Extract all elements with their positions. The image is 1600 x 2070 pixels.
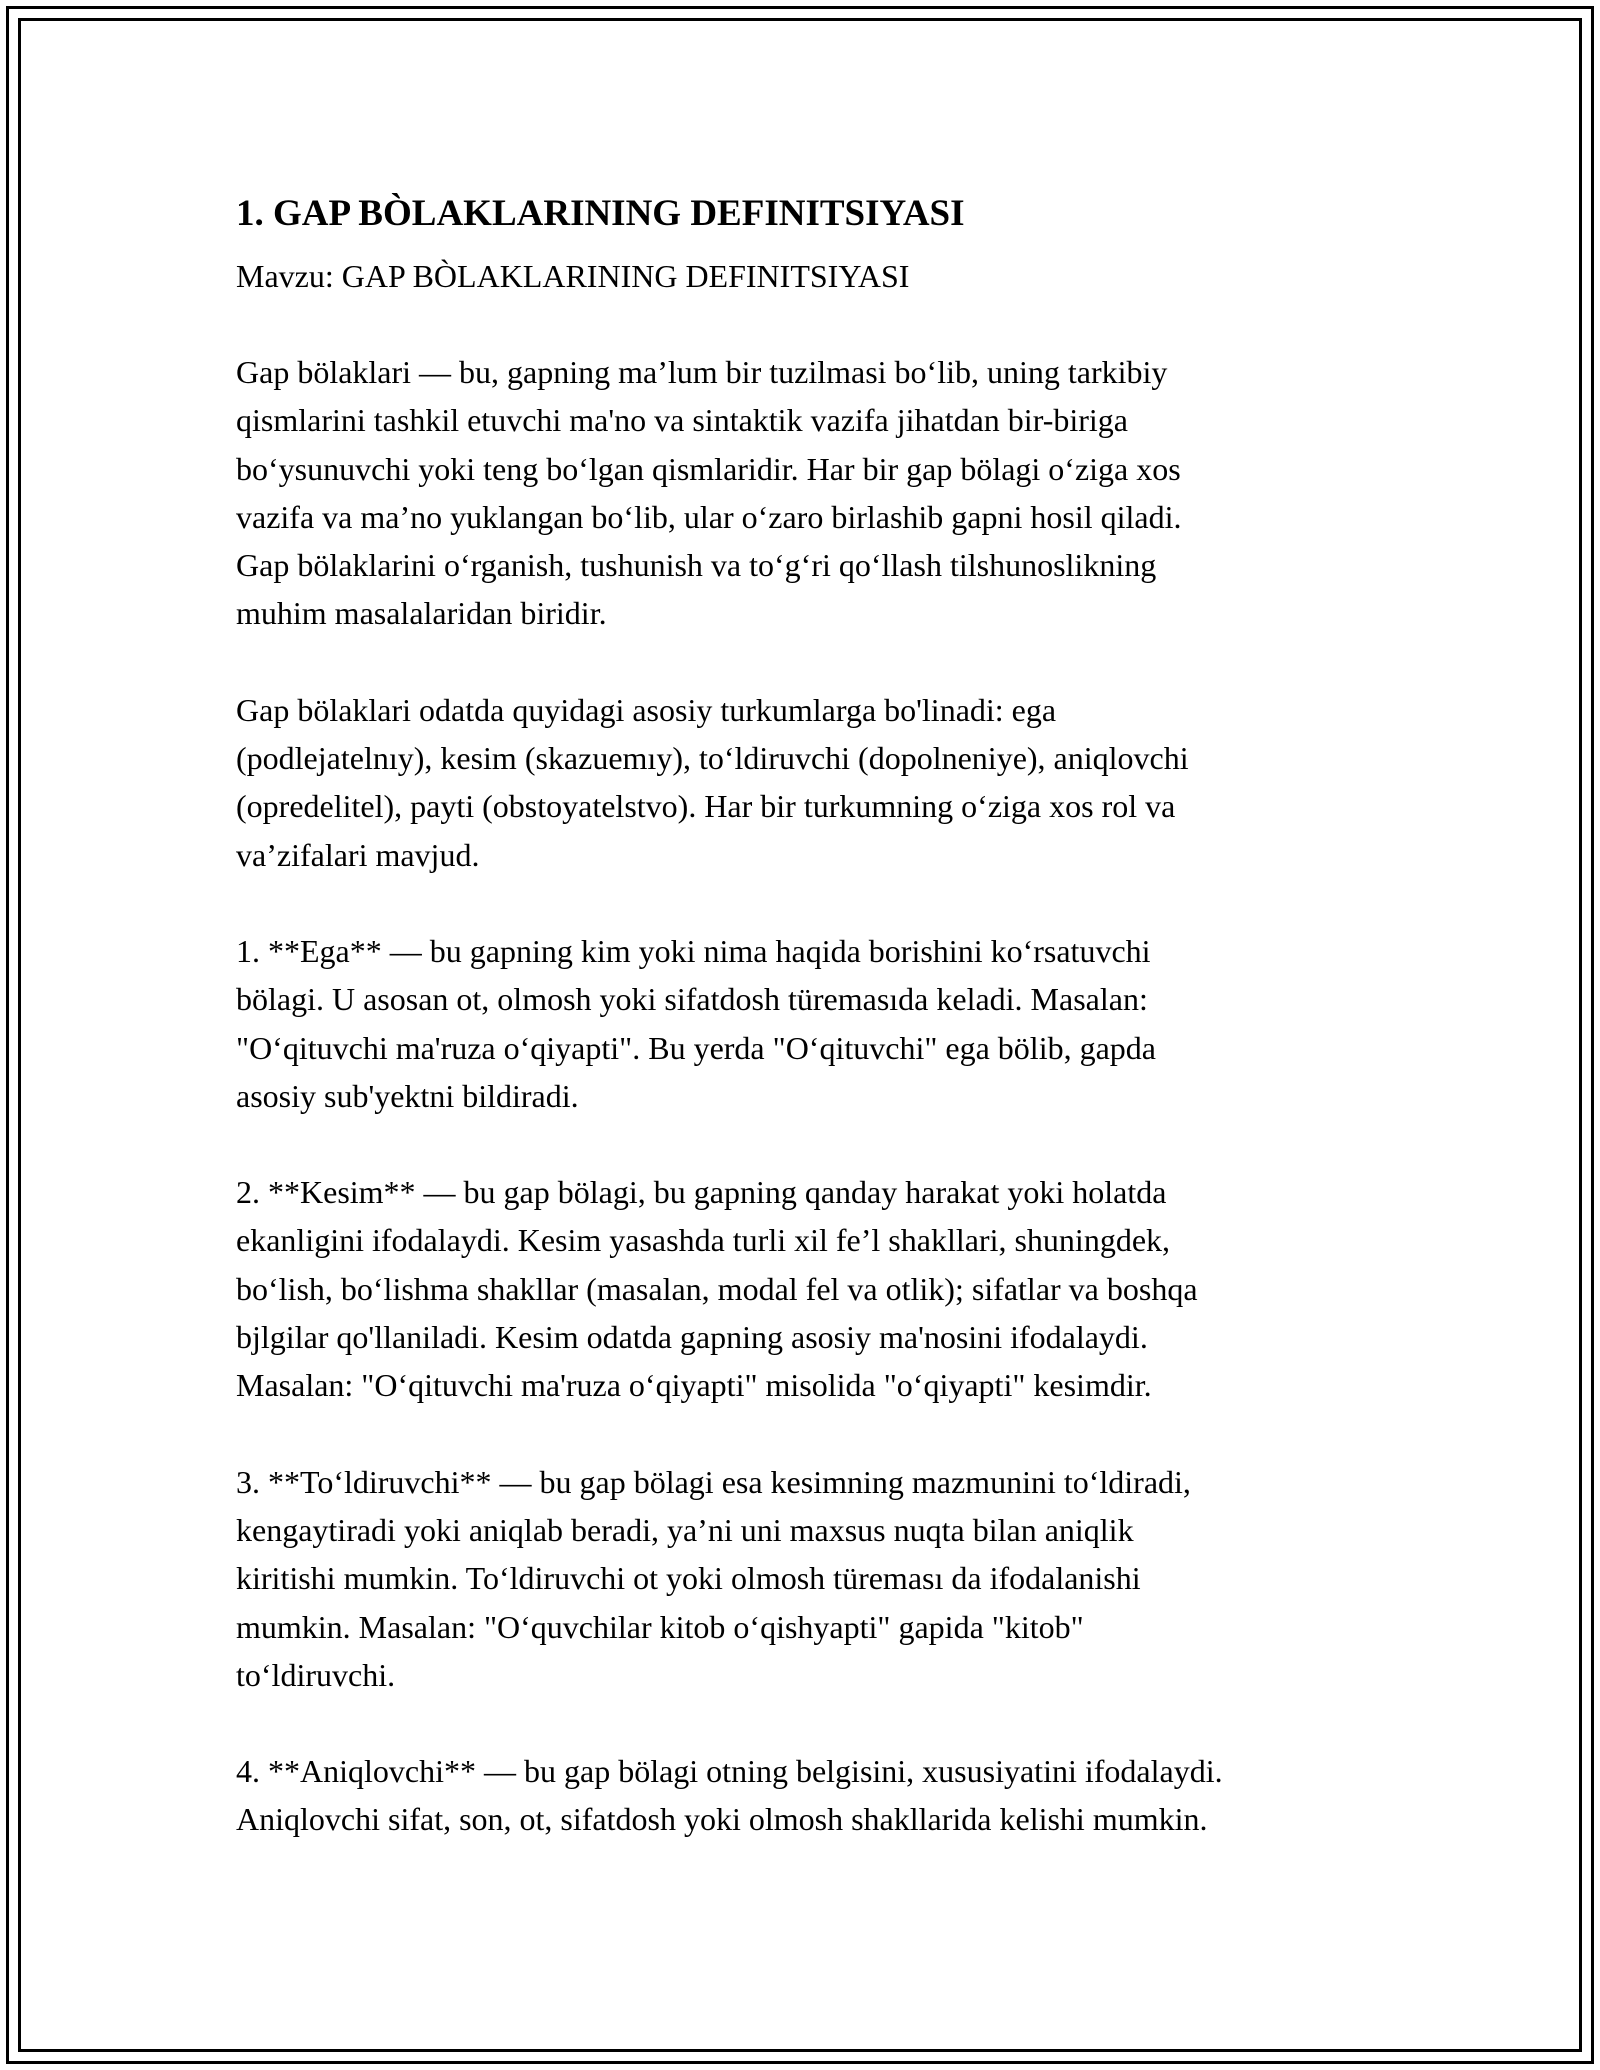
text-line: vazifa va ma’no yuklangan bo‘lib, ular o‘zaro birlashib gapni hosil qiladi. bbox=[236, 498, 1182, 535]
text-line: muhim masalalaridan biridir. bbox=[236, 595, 607, 632]
text-line: bo‘lish, bo‘lishma shakllar (masalan, modal fel va otlik); sifatlar va boshqa bbox=[236, 1270, 1198, 1307]
paragraph-toldiruvchi bbox=[236, 1458, 1396, 1699]
text-line: bölagi. U asosan ot, olmosh yoki sifatdosh türemasıda keladi. Masalan: bbox=[236, 981, 1148, 1018]
document-heading: 1. GAP BÒLAKLARINING DEFINITSIYASI bbox=[236, 193, 965, 234]
text-line: bo‘ysunuvchi yoki teng bo‘lgan qismlaridir. Har bir gap bölagi o‘ziga xos bbox=[236, 450, 1181, 487]
text-line: 1. **Ega** — bu gapning kim yoki nima haqida borishini ko‘rsatuvchi bbox=[236, 932, 1151, 969]
text-line: mumkin. Masalan: "O‘quvchilar kitob o‘qishyapti" gapida "kitob" bbox=[236, 1608, 1084, 1645]
paragraph-categories bbox=[236, 686, 1396, 879]
text-line: qismlarini tashkil etuvchi ma'no va sintaktik vazifa jihatdan bir-biriga bbox=[236, 402, 1128, 439]
text-line: kiritishi mumkin. To‘ldiruvchi ot yoki olmosh türeması da ifodalanishi bbox=[236, 1560, 1141, 1597]
paragraph-definition bbox=[236, 348, 1396, 638]
text-line: 4. **Aniqlovchi** — bu gap bölagi otning belgisini, xususiyatini ifodalaydi. bbox=[236, 1753, 1223, 1790]
text-line: va’zifalari mavjud. bbox=[236, 836, 480, 873]
text-line: 2. **Kesim** — bu gap bölagi, bu gapning qanday harakat yoki holatda bbox=[236, 1174, 1167, 1211]
text-line: Gap bölaklari odatda quyidagi asosiy turkumlarga bo'linadi: ega bbox=[236, 691, 1057, 728]
text-line: kengaytiradi yoki aniqlab beradi, ya’ni uni maxsus nuqta bilan aniqlik bbox=[236, 1511, 1134, 1548]
text-line: asosiy sub'yektni bildiradi. bbox=[236, 1077, 579, 1114]
document-body bbox=[236, 184, 1396, 1844]
paragraph-kesim bbox=[236, 1168, 1396, 1409]
text-line: (podlejatelnıy), kesim (skazuemıy), to‘ldiruvchi (dopolneniye), aniqlovchi bbox=[236, 740, 1189, 777]
text-line: to‘ldiruvchi. bbox=[236, 1656, 396, 1693]
text-line: (opredelitel), payti (obstoyatelstvo). Har bir turkumning o‘ziga xos rol va bbox=[236, 788, 1176, 825]
document-subtitle: Mavzu: GAP BÒLAKLARINING DEFINITSIYASI bbox=[236, 258, 910, 294]
text-line: Masalan: "O‘qituvchi ma'ruza o‘qiyapti" misolida "o‘qiyapti" kesimdir. bbox=[236, 1367, 1152, 1404]
text-line: "O‘qituvchi ma'ruza o‘qiyapti". Bu yerda "O‘qituvchi" ega bölib, gapda bbox=[236, 1029, 1156, 1066]
text-line: bjlgilar qo'llaniladi. Kesim odatda gapning asosiy ma'nosini ifodalaydi. bbox=[236, 1319, 1148, 1356]
text-line: Gap bölaklarini o‘rganish, tushunish va to‘g‘ri qo‘llash tilshunoslikning bbox=[236, 547, 1157, 584]
text-line: ekanligini ifodalaydi. Kesim yasashda turli xil fe’l shakllari, shuningdek, bbox=[236, 1222, 1171, 1259]
text-line: 3. **To‘ldiruvchi** — bu gap bölagi esa kesimning mazmunini to‘ldiradi, bbox=[236, 1463, 1191, 1500]
text-line: Gap bölaklari — bu, gapning ma’lum bir tuzilmasi bo‘lib, uning tarkibiy bbox=[236, 354, 1168, 390]
paragraph-aniqlovchi bbox=[236, 1747, 1396, 1844]
paragraph-ega bbox=[236, 927, 1396, 1120]
text-line: Aniqlovchi sifat, son, ot, sifatdosh yoki olmosh shakllarida kelishi mumkin. bbox=[236, 1801, 1208, 1838]
